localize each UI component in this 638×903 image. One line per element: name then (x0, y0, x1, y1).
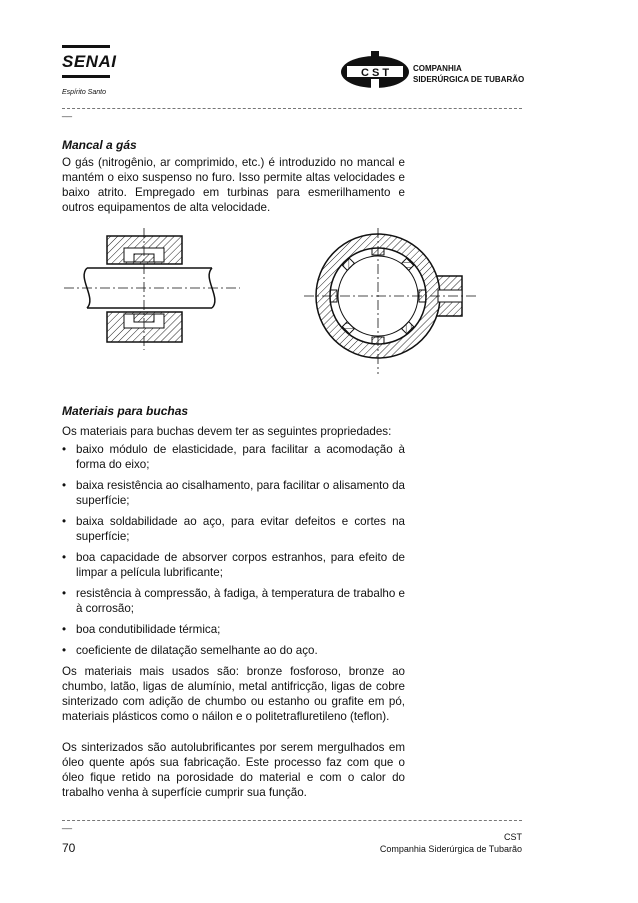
list-item: • boa capacidade de absorver corpos estranhos, para efeito de limpar a película lubrificante; (62, 551, 405, 579)
section-title-gas-bearing: Mancal a gás (62, 138, 137, 152)
bullet-icon: • (62, 551, 67, 564)
list-item: • baixa soldabilidade ao aço, para evitar defeitos e cortes na superfície; (62, 515, 405, 543)
materials-paragraph: Os materiais mais usados são: bronze fosforoso, bronze ao chumbo, latão, ligas de alumínio, metal antifricção, ligas de cobre sinterizado com adição de chumbo ou estanho ou grafite em pó, materiais plásticos como o náilon e o politetrafluretileno (teflon). (62, 665, 405, 723)
bullet-icon: • (62, 644, 67, 657)
header-divider (62, 108, 522, 109)
gas-bearing-paragraph: O gás (nitrogênio, ar comprimido, etc.) é introduzido no mancal e mantém o eixo suspenso no furo. Isso permite altas velocidades e baixo atrito. Empregado em turbinas para esmerilhamento e outros equipamentos de alta velocidade. (62, 156, 405, 214)
bullet-icon: • (62, 515, 67, 528)
sintered-paragraph: Os sinterizados são autolubrificantes por serem mergulhados em óleo quente após sua fabricação. Este processo faz com que o óleo fique retido na porosidade do material e com o calor do trabalho venha à superfície cumprir sua função. (62, 741, 405, 799)
bullet-icon: • (62, 623, 67, 636)
senai-subtitle: Espírito Santo (62, 89, 106, 96)
cst-logo-icon (340, 48, 410, 92)
section-title-bushing-materials: Materiais para buchas (62, 404, 189, 418)
bullet-icon: • (62, 587, 67, 600)
footer-company-name: Companhia Siderúrgica de Tubarão (379, 844, 522, 854)
cst-company-line2: SIDERÚRGICA DE TUBARÃO (413, 75, 525, 84)
list-item: • boa condutibilidade térmica; (62, 623, 221, 636)
header-tick: __ (62, 107, 73, 117)
page-number: 70 (62, 841, 76, 855)
bullet-icon: • (62, 479, 67, 492)
gas-bearing-side-section-figure (62, 228, 242, 368)
footer-tick: __ (62, 819, 73, 829)
properties-list (62, 442, 405, 664)
svg-text:C S T: C S T (360, 67, 390, 79)
materials-intro: Os materiais para buchas devem ter as seguintes propriedades: (62, 425, 392, 438)
list-item: • coeficiente de dilatação semelhante ao do aço. (62, 644, 318, 657)
cst-company-line1: COMPANHIA (413, 64, 462, 73)
list-item: • resistência à compressão, à fadiga, à temperatura de trabalho e à corrosão; (62, 587, 405, 615)
bullet-icon: • (62, 443, 67, 456)
list-item: • baixo módulo de elasticidade, para facilitar a acomodação à forma do eixo; (62, 443, 405, 471)
footer-cst: CST (504, 832, 522, 842)
senai-logo-bar-top (62, 45, 110, 48)
senai-logo-bar-bottom (62, 75, 110, 78)
gas-bearing-cross-section-figure (300, 228, 480, 378)
footer-divider (62, 820, 522, 821)
senai-logo: SENAI (62, 52, 117, 71)
list-item: • baixa resistência ao cisalhamento, para facilitar o alisamento da superfície; (62, 479, 405, 507)
